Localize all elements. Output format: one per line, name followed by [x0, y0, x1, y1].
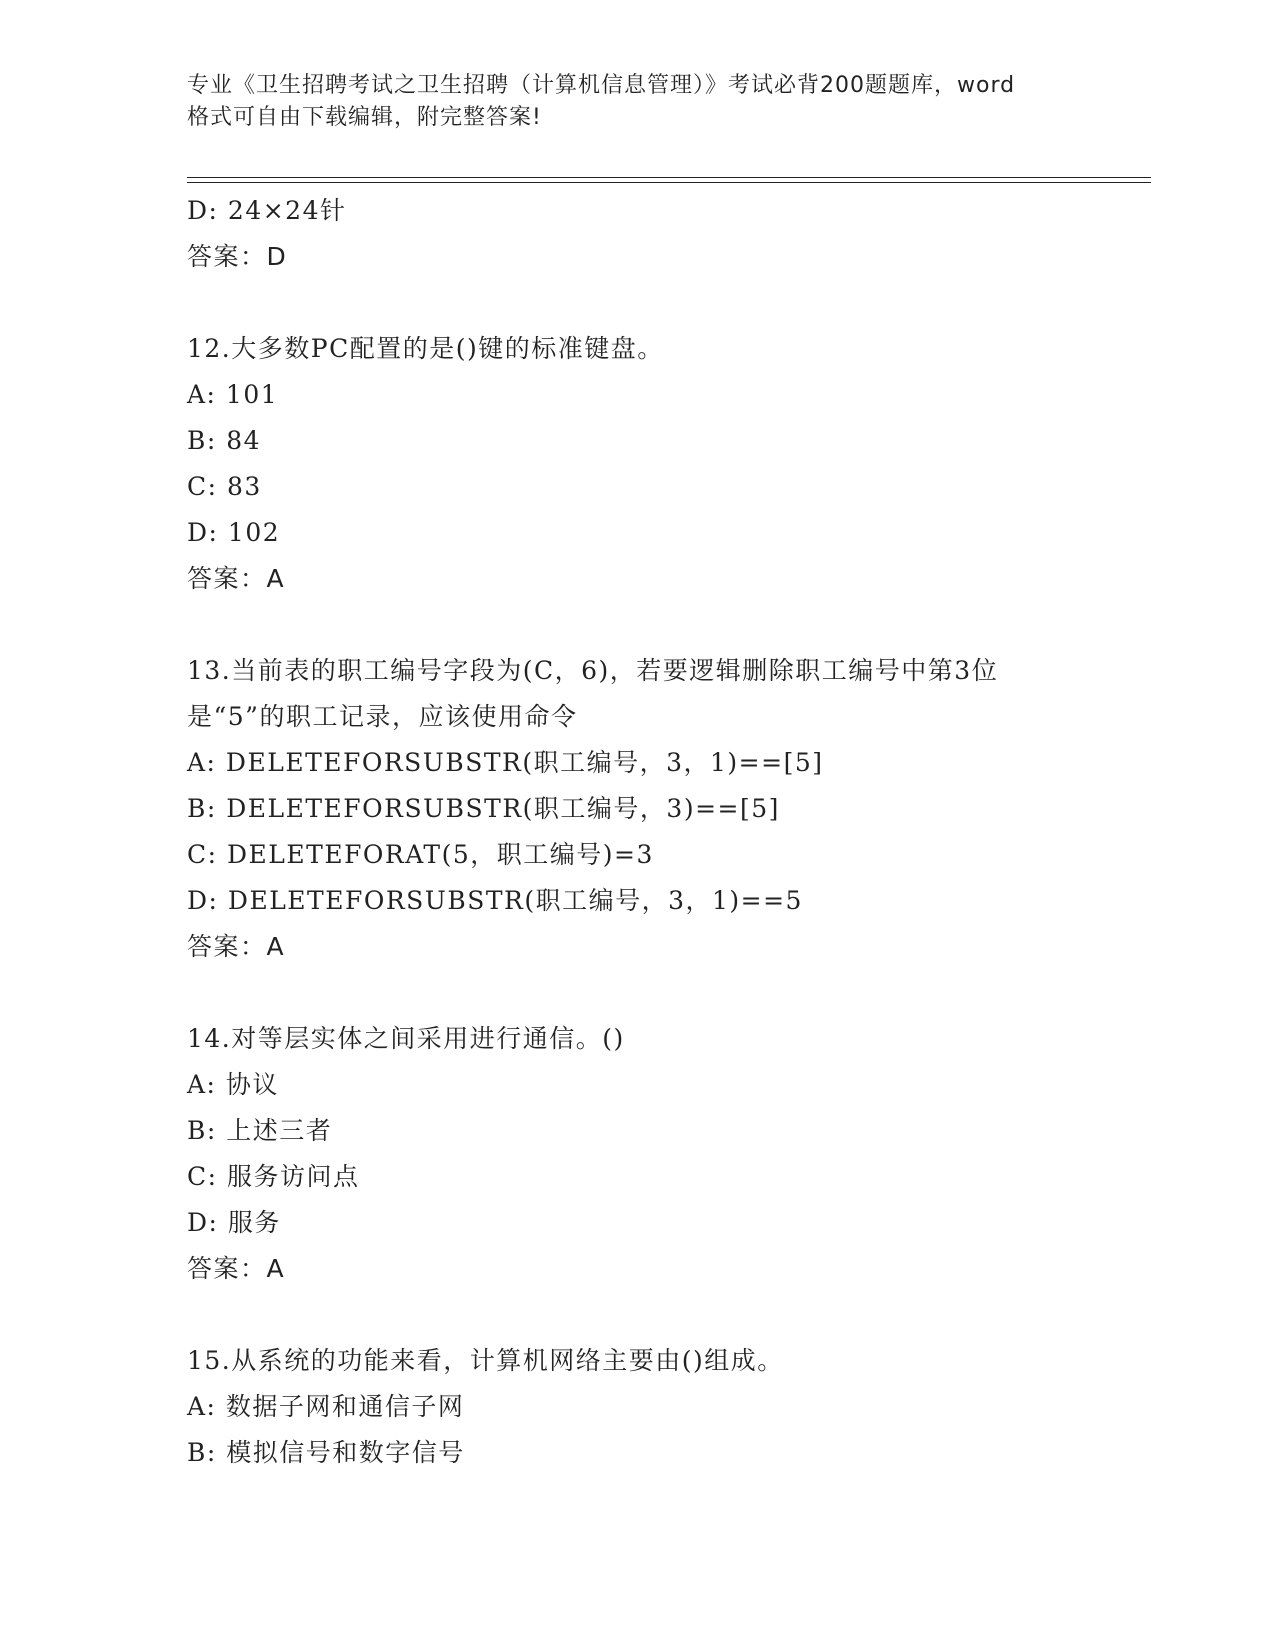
- question-13: [187, 648, 1147, 970]
- option-b: B: DELETEFORSUBSTR(职工编号，3)==[5]: [187, 794, 780, 823]
- question-stem: 14.对等层实体之间采用进行通信。(): [187, 1024, 625, 1053]
- question-stem: 13.当前表的职工编号字段为(C，6)，若要逻辑删除职工编号中第3位: [187, 656, 999, 685]
- option-d: D: 102: [187, 518, 281, 547]
- option-c: C: 83: [187, 472, 262, 501]
- question-stem: 15.从系统的功能来看，计算机网络主要由()组成。: [187, 1346, 784, 1375]
- option-b: B: 上述三者: [187, 1116, 333, 1145]
- answer-line: 答案：D: [187, 242, 288, 271]
- question-11-tail: [187, 188, 1147, 280]
- header-rule-top: [187, 177, 1151, 178]
- option-b: B: 模拟信号和数字信号: [187, 1438, 465, 1467]
- option-c: C: DELETEFORAT(5，职工编号)=3: [187, 840, 654, 869]
- header-rule-bottom: [187, 182, 1151, 183]
- answer-line: 答案：A: [187, 932, 286, 961]
- option-c: C: 服务访问点: [187, 1162, 360, 1191]
- question-12: [187, 326, 1147, 602]
- option-a: A: 协议: [187, 1070, 279, 1099]
- option-a: A: DELETEFORSUBSTR(职工编号，3，1)==[5]: [187, 748, 824, 777]
- option-d: D: 24×24针: [187, 196, 347, 225]
- option-b: B: 84: [187, 426, 262, 455]
- question-15: [187, 1338, 1147, 1476]
- option-d: D: DELETEFORSUBSTR(职工编号，3，1)==5: [187, 886, 803, 915]
- answer-line: 答案：A: [187, 1254, 286, 1283]
- header-title-line-1: 专业《卫生招聘考试之卫生招聘（计算机信息管理）》考试必背200题题库，word: [187, 73, 1016, 98]
- header-title-line-2: 格式可自由下载编辑，附完整答案!: [187, 105, 542, 130]
- question-stem: 12.大多数PC配置的是()键的标准键盘。: [187, 334, 664, 363]
- answer-line: 答案：A: [187, 564, 286, 593]
- option-a: A: 101: [187, 380, 279, 409]
- option-d: D: 服务: [187, 1208, 281, 1237]
- question-14: [187, 1016, 1147, 1292]
- option-a: A: 数据子网和通信子网: [187, 1392, 465, 1421]
- document-body: [187, 188, 1147, 1476]
- question-stem-continued: 是“5”的职工记录，应该使用命令: [187, 702, 578, 731]
- document-header: [187, 70, 1117, 134]
